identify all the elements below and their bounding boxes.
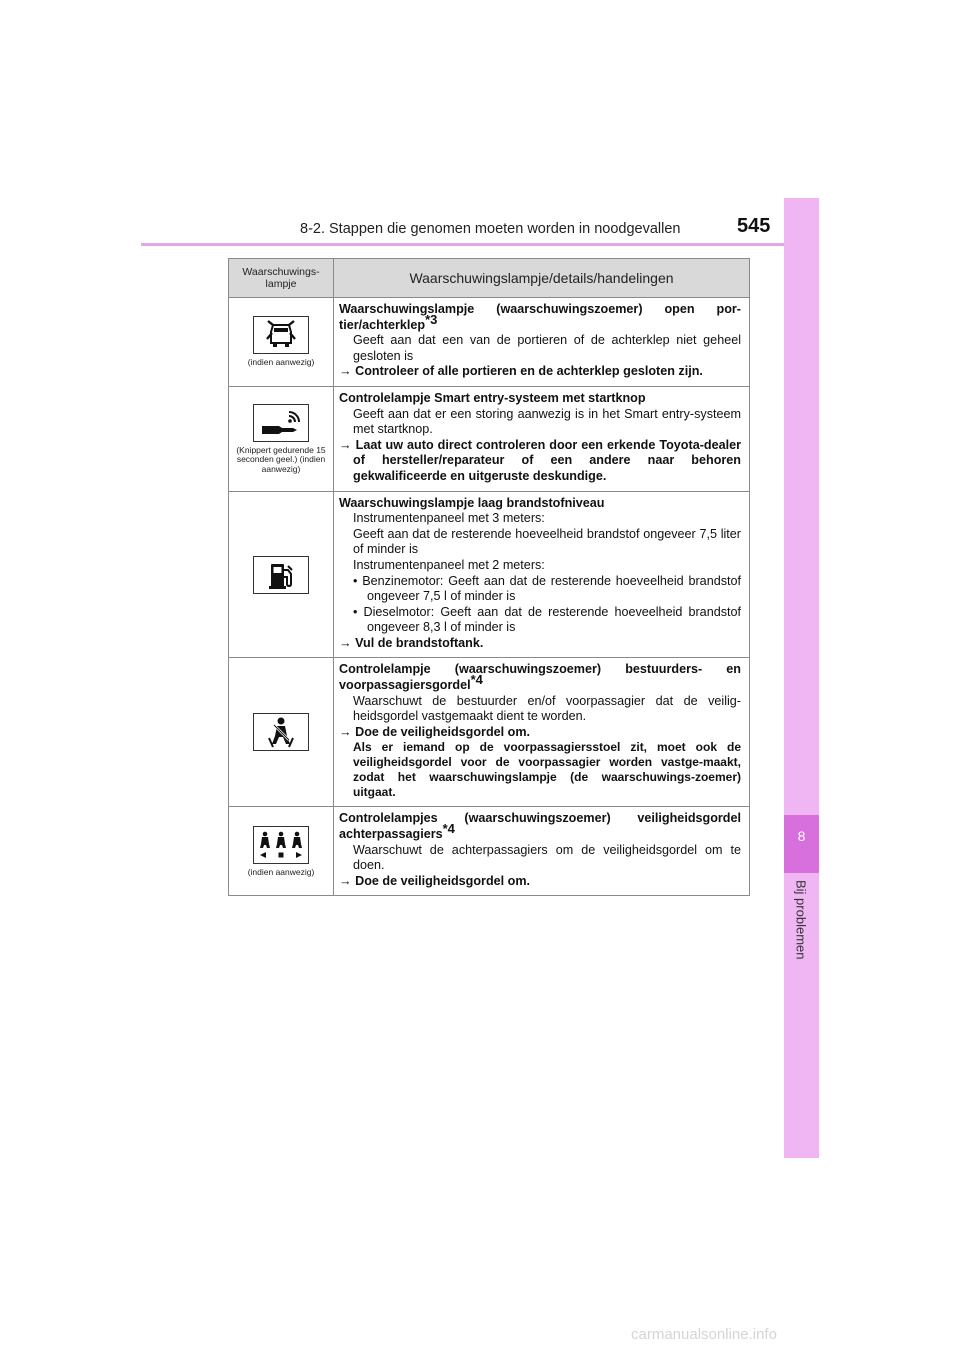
fuel-pump-icon (253, 556, 309, 594)
lamp-title: Waarschuwingslampje (waarschuwingszoemer) open por-tier/achterklep$^{*3}$ (339, 302, 741, 332)
table-header-row (229, 259, 750, 298)
table-row (229, 658, 750, 807)
lamp-note-text: Als er iemand op de voorpassagiersstoel zit, moet ook de veiligheidsgordel voor de voorpassagier worden vastge-maakt, zodat het waarschuwingslampje (de waarschuwings-zoemer) uitgaat. (353, 740, 741, 800)
table-row (229, 386, 750, 491)
seatbelt-icon (253, 713, 309, 751)
chapter-label: Bij problemen (793, 880, 809, 960)
lamp-description: Geeft aan dat er een storing aanwezig is in het Smart entry-systeem met startknop. (353, 406, 741, 437)
lamp-action: → Controleer of alle portieren en de achterklep gesloten zijn. (339, 364, 703, 379)
gauge-type-label: Instrumentenpaneel met 2 meters: (353, 557, 545, 572)
description-cell (334, 298, 750, 387)
description-cell (334, 807, 750, 896)
lamp-description: Waarschuwt de achterpassagiers om de veiligheidsgordel om te doen. (353, 842, 741, 873)
lamp-action: → Doe de veiligheidsgordel om. (339, 873, 531, 888)
column-header-lamp: Waarschuwings-lampje (229, 259, 334, 298)
chapter-side-tab[interactable] (784, 198, 819, 1158)
lamp-cell (229, 658, 334, 807)
table-row (229, 491, 750, 658)
lamp-action: → Doe de veiligheidsgordel om. (339, 724, 531, 739)
chapter-number: 8 (797, 828, 806, 844)
door-open-icon (253, 316, 309, 354)
lamp-cell (229, 807, 334, 896)
lamp-action: → Laat uw auto direct controleren door een erkende Toyota-dealer of hersteller/reparateur of een andere naar behoren gekwalificeerde en uitgeruste deskundige. (339, 437, 741, 483)
list-item: • Benzinemotor: Geeft aan dat de resterende hoeveelheid brandstof ongeveer 7,5 l of minder is (353, 573, 741, 604)
lamp-cell (229, 491, 334, 658)
lamp-title: Controlelampje Smart entry-systeem met startknop (339, 390, 646, 405)
footnote-ref[interactable]: *3 (425, 311, 438, 327)
lamp-cell (229, 298, 334, 387)
table-row (229, 807, 750, 896)
gauge-type-label: Instrumentenpaneel met 3 meters: (353, 511, 545, 526)
section-title: 8-2. Stappen die genomen moeten worden in noodgevallen (300, 221, 681, 237)
column-header-details: Waarschuwingslampje/details/handelingen (334, 259, 750, 298)
lamp-title: Waarschuwingslampje laag brandstofniveau (339, 495, 605, 510)
warning-lights-table (228, 258, 750, 896)
list-item: • Dieselmotor: Geeft aan dat de resterende hoeveelheid brandstof ongeveer 8,3 l of minder is (353, 604, 741, 635)
header-divider (141, 243, 819, 246)
lamp-note: (indien aanwezig) (247, 357, 315, 368)
lamp-description: Waarschuwt de bestuurder en/of voorpassagier dat de veilig-heidsgordel vastgemaakt dient te worden. (353, 693, 741, 724)
lamp-note: (indien aanwezig) (247, 866, 315, 877)
lamp-title: Controlelampjes (waarschuwingszoemer) veiligheidsgordel achterpassagiers$^{*4}$ (339, 811, 741, 842)
lamp-action: → Vul de brandstoftank. (339, 635, 484, 650)
lamp-cell (229, 386, 334, 491)
description-cell (334, 658, 750, 807)
lamp-note: (Knippert gedurende 15 seconden geel.) (indien aanwezig) (236, 444, 326, 474)
footnote-ref[interactable]: *4 (442, 821, 455, 837)
lamp-description: Geeft aan dat de resterende hoeveelheid brandstof ongeveer 7,5 liter of minder is (353, 526, 741, 557)
description-cell (334, 386, 750, 491)
rear-seatbelt-icon (253, 826, 309, 864)
description-cell (334, 491, 750, 658)
chapter-tab-marker (784, 815, 819, 873)
lamp-description: Geeft aan dat een van de portieren of de achterklep niet geheel gesloten is (353, 333, 741, 363)
watermark-logo[interactable]: carmanualsonline.info (631, 1326, 777, 1343)
lamp-title: Controlelampje (waarschuwingszoemer) bestuurders- en voorpassagiersgordel$^{*4}$ (339, 662, 741, 693)
smart-key-icon (253, 404, 309, 442)
page-number: 545 (737, 215, 771, 237)
table-row (229, 298, 750, 387)
footnote-ref[interactable]: *4 (470, 672, 483, 688)
